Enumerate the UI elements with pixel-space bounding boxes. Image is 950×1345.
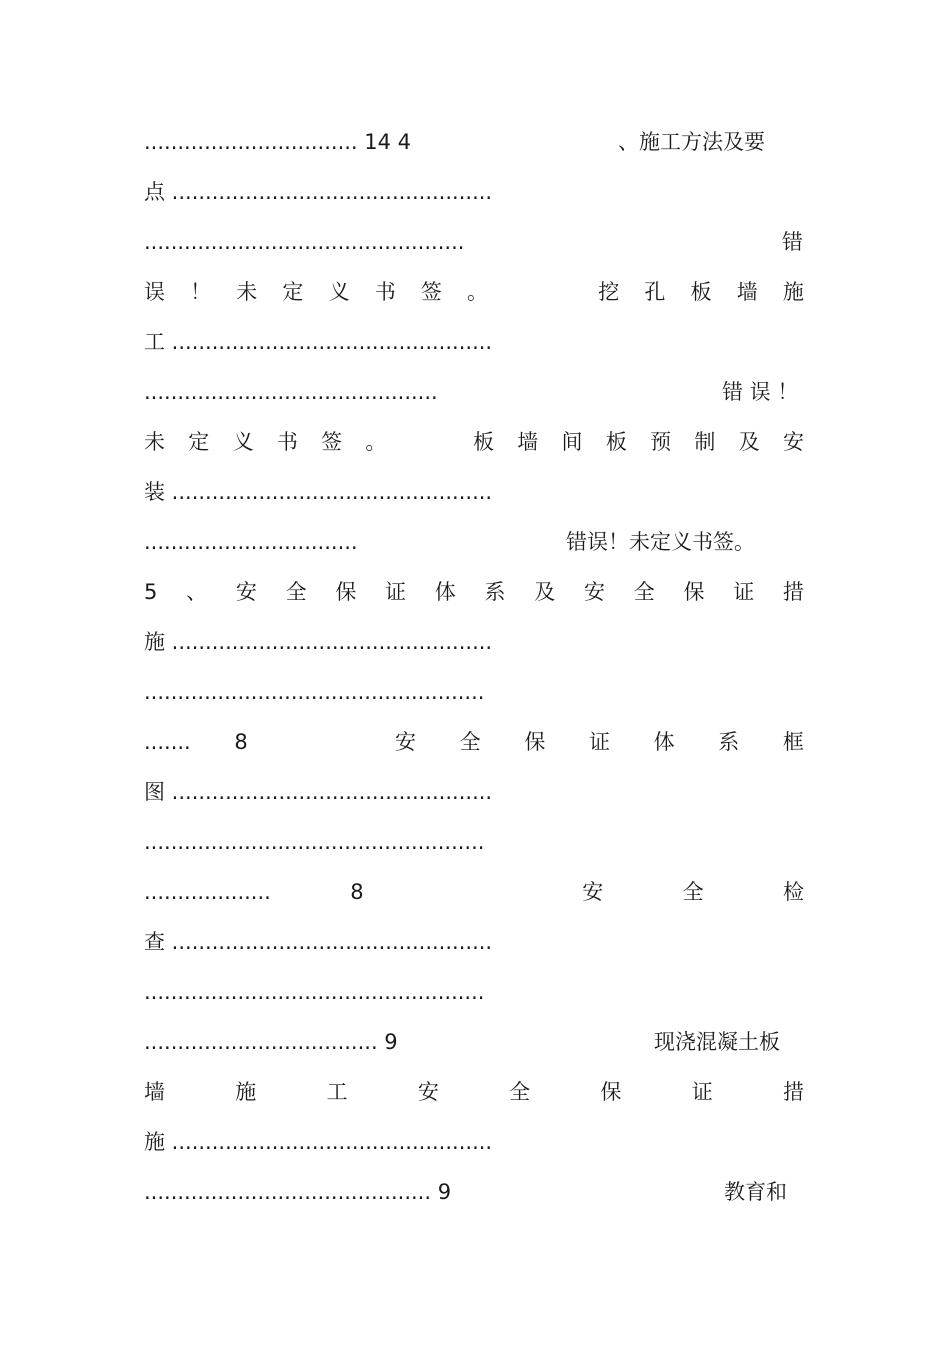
char: 孔 [644,280,666,304]
toc-leader: ................................ [144,530,358,554]
gap [513,280,573,304]
char: 墙 [517,430,539,454]
toc-entry-construction-method: 、施工方法及要 [618,130,765,154]
char: 系 [484,580,506,604]
char: 义 [328,280,350,304]
char: 误 [144,280,165,304]
char: 体 [434,580,456,604]
char: 施 [235,1080,257,1104]
toc-line-spread [144,430,804,454]
char: 保 [335,580,357,604]
gap [443,880,503,904]
toc-leader: 施 ................................................ [144,1130,493,1154]
char: 签 [321,430,343,454]
char: 、 [186,580,208,604]
toc-leader-9: ................................... 9 [144,1030,398,1054]
char: 安 [583,580,605,604]
char: 书 [276,430,298,454]
toc-error-text: 错 [782,230,803,254]
char: 证 [385,580,407,604]
char: 挖 [598,280,620,304]
char: 墙 [144,1080,165,1104]
char: 全 [459,730,481,754]
toc-leader: ................................................... [144,980,485,1004]
toc-entry-education: 教育和 [724,1180,787,1204]
char: ！ [190,280,212,304]
char: 全 [633,580,655,604]
leader: ................... [144,880,271,904]
char: 证 [691,1080,713,1104]
char: 墙 [736,280,758,304]
page-number: 8 [350,880,364,904]
toc-leader: ................................................ [144,230,465,254]
toc-leader: 点 ................................................ [144,180,493,204]
char: 预 [650,430,672,454]
char: 安 [395,730,417,754]
char: 施 [782,280,804,304]
toc-heading-5-safety [144,580,804,604]
char: 签 [420,280,442,304]
char: 检 [782,880,804,904]
char: 制 [694,430,716,454]
toc-leader: ............................................ [144,380,438,404]
gap [291,730,351,754]
char: 板 [605,430,627,454]
toc-line-spread [144,280,804,304]
leader: ....... [144,730,191,754]
toc-leader: 装 ................................................ [144,480,493,504]
char: 定 [188,430,210,454]
char: 定 [282,280,304,304]
char: 未 [144,430,165,454]
char: 未 [236,280,258,304]
char: 间 [561,430,583,454]
char: 全 [682,880,704,904]
toc-leader: ................................................... [144,680,485,704]
toc-leader: 查 ................................................ [144,930,493,954]
toc-line-spread [144,880,804,904]
char: 板 [472,430,494,454]
char: 。 [466,280,488,304]
char: 保 [524,730,546,754]
toc-line-spread [144,730,804,754]
char: 安 [782,430,804,454]
toc-entry-cast-in-place: 现浇混凝土板 [654,1030,780,1054]
toc-line-spread [144,1080,804,1104]
char: 证 [588,730,610,754]
char: 体 [653,730,675,754]
char: 框 [782,730,804,754]
toc-leader: 施 ................................................ [144,630,493,654]
char: 书 [374,280,396,304]
char: 证 [733,580,755,604]
toc-leader: 工 ................................................ [144,330,493,354]
char: 安 [417,1080,439,1104]
char: 全 [509,1080,531,1104]
char: 保 [683,580,705,604]
char: 安 [582,880,604,904]
char: 措 [782,580,804,604]
toc-leader-9: ........................................... 9 [144,1180,452,1204]
char: 全 [285,580,307,604]
char: 安 [235,580,257,604]
toc-leader: ................................................... [144,830,485,854]
char: 5 [144,580,158,604]
char: 工 [326,1080,348,1104]
char: 及 [534,580,556,604]
char: 保 [600,1080,622,1104]
toc-error-text: 错 误 ！ [722,380,799,404]
char: 义 [232,430,254,454]
toc-leader-14-4: ................................ 14 4 [144,130,412,154]
page-number: 8 [234,730,248,754]
char: 系 [718,730,740,754]
toc-leader: 图 ................................................ [144,780,493,804]
char: 。 [365,430,387,454]
char: 板 [690,280,712,304]
char: 措 [782,1080,804,1104]
toc-error-text: 错误！未定义书签。 [566,530,755,554]
gap [410,430,450,454]
char: 及 [738,430,760,454]
